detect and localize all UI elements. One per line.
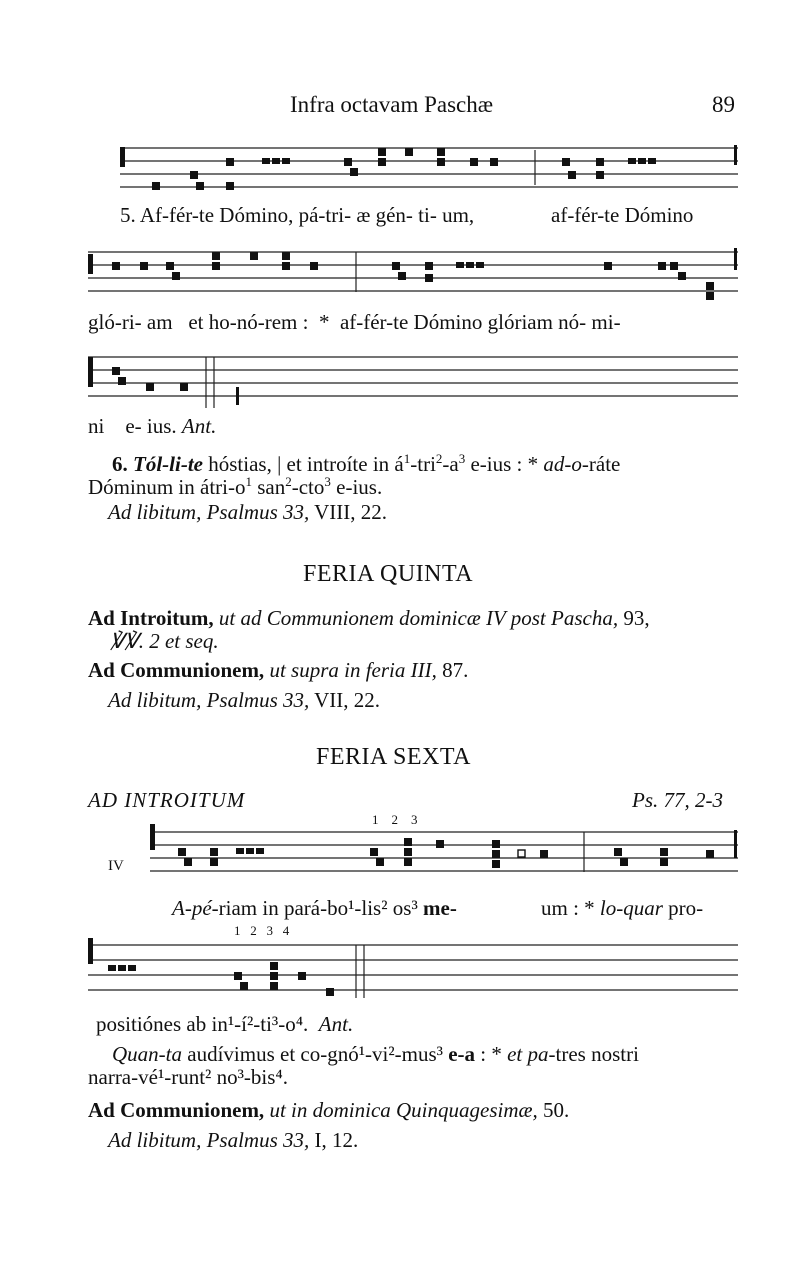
adlib-label: Ad libitum, Psalmus 33,: [108, 688, 310, 712]
antiphon-marker: Ant.: [181, 414, 217, 438]
psalm-reference: Ps. 77, 2-3: [632, 788, 723, 812]
verse-text: -tres nostri: [548, 1042, 639, 1066]
verse-number: 6.: [112, 452, 128, 476]
communion-ref: 87.: [436, 658, 469, 682]
verse-text: hóstias, | et introíte in á: [202, 452, 404, 476]
lyric-bold: me-: [423, 896, 457, 920]
verse-text: -ráte: [581, 452, 621, 476]
adlib-label: Ad libitum, Psalmus 33,: [108, 500, 310, 524]
verse-word: ad-o: [543, 452, 582, 476]
sup: 2: [285, 474, 292, 489]
sup: 1: [245, 474, 252, 489]
lyric-italic: lo-quar: [599, 896, 663, 920]
feria-quinta-title: FERIA QUINTA: [303, 561, 474, 587]
adlib-ref: I, 12.: [309, 1128, 359, 1152]
page-number: 89: [712, 92, 735, 117]
adlib-label: Ad libitum, Psalmus 33,: [108, 1128, 310, 1152]
verse-incipit: Quan-ta: [112, 1042, 182, 1066]
introit-ref: 93,: [618, 606, 650, 630]
lyric-c: af-fér-te Dómino glóriam nó- mi-: [339, 310, 621, 334]
fs-lyrics-2: [96, 1012, 353, 1037]
communion-text: ut supra in feria III,: [264, 658, 437, 682]
mode-label: IV: [108, 858, 124, 874]
verse-text: -a: [442, 452, 459, 476]
lyric-a: gló-ri- am: [88, 310, 173, 334]
sup: 2: [435, 451, 443, 466]
adlib-ref: VII, 22.: [309, 688, 381, 712]
chant1-line1-end: af-fér-te Dómino: [551, 203, 694, 227]
verse-text: e-ius.: [330, 475, 383, 499]
sup: 3: [324, 474, 331, 489]
fs-communion-line: [88, 1098, 569, 1122]
verse-text: Dóminum in átri-o: [88, 475, 246, 499]
communion-text: ut in dominica Quinquagesimæ,: [264, 1098, 538, 1122]
lyric-a: ni: [88, 414, 105, 438]
verse-text: -tri: [410, 452, 436, 476]
fs-verse-line2: narra-vé¹-runt² no³-bis⁴.: [88, 1065, 288, 1089]
verse-number: 5.: [120, 203, 136, 227]
fs-adlib: [108, 1128, 358, 1152]
lyric-text: um : *: [541, 896, 600, 920]
sup: 3: [458, 451, 466, 466]
episema-numbers-2: 1 2 3 4: [234, 923, 290, 938]
verse-text: e-ius : *: [465, 452, 544, 476]
star-marker: *: [318, 310, 330, 334]
verse-italic: et pa: [507, 1042, 549, 1066]
feria-sexta-title: FERIA SEXTA: [316, 744, 471, 770]
verse-bold: e-a: [448, 1042, 476, 1066]
lyric-b: e- ius.: [125, 414, 177, 438]
communion-ref: 50.: [537, 1098, 570, 1122]
sup: 1: [403, 451, 411, 466]
introit-label: Ad Introitum,: [88, 606, 214, 630]
adlib-ref: VIII, 22.: [309, 500, 388, 524]
lyric-text: -riam in pará-bo¹-lis² os³: [211, 896, 418, 920]
episema-numbers-1: 1 2 3: [372, 812, 418, 827]
lyric-b: et ho-nó-rem :: [188, 310, 309, 334]
verse-text: san: [251, 475, 286, 499]
antiphon-marker: Ant.: [318, 1012, 354, 1036]
lyrics: Af-fér-te Dómino, pá-tri- æ gén- ti- um,: [139, 203, 475, 227]
verse-text: -cto: [291, 475, 325, 499]
introit-heading: AD INTROITUM: [88, 788, 246, 812]
lyric-text: pro-: [662, 896, 704, 920]
introit-text: ut ad Communionem dominicæ IV post Pascha,: [213, 606, 619, 630]
running-title: Infra octavam Paschæ: [290, 92, 494, 117]
versicles-text: ℣℣. 2 et seq.: [110, 629, 219, 653]
verse-text: audívimus et co-gnó¹-vi²-mus³: [182, 1042, 449, 1066]
fs-verse-line1: [112, 1042, 639, 1066]
verse-word: Tól-li-te: [133, 452, 203, 476]
lyric-incipit: A-pé: [172, 896, 212, 920]
communion-label: Ad Communionem,: [88, 658, 265, 682]
lyric-text: positiónes ab in¹-í²-ti³-o⁴.: [96, 1012, 309, 1036]
communion-label: Ad Communionem,: [88, 1098, 265, 1122]
verse-text: : *: [475, 1042, 508, 1066]
